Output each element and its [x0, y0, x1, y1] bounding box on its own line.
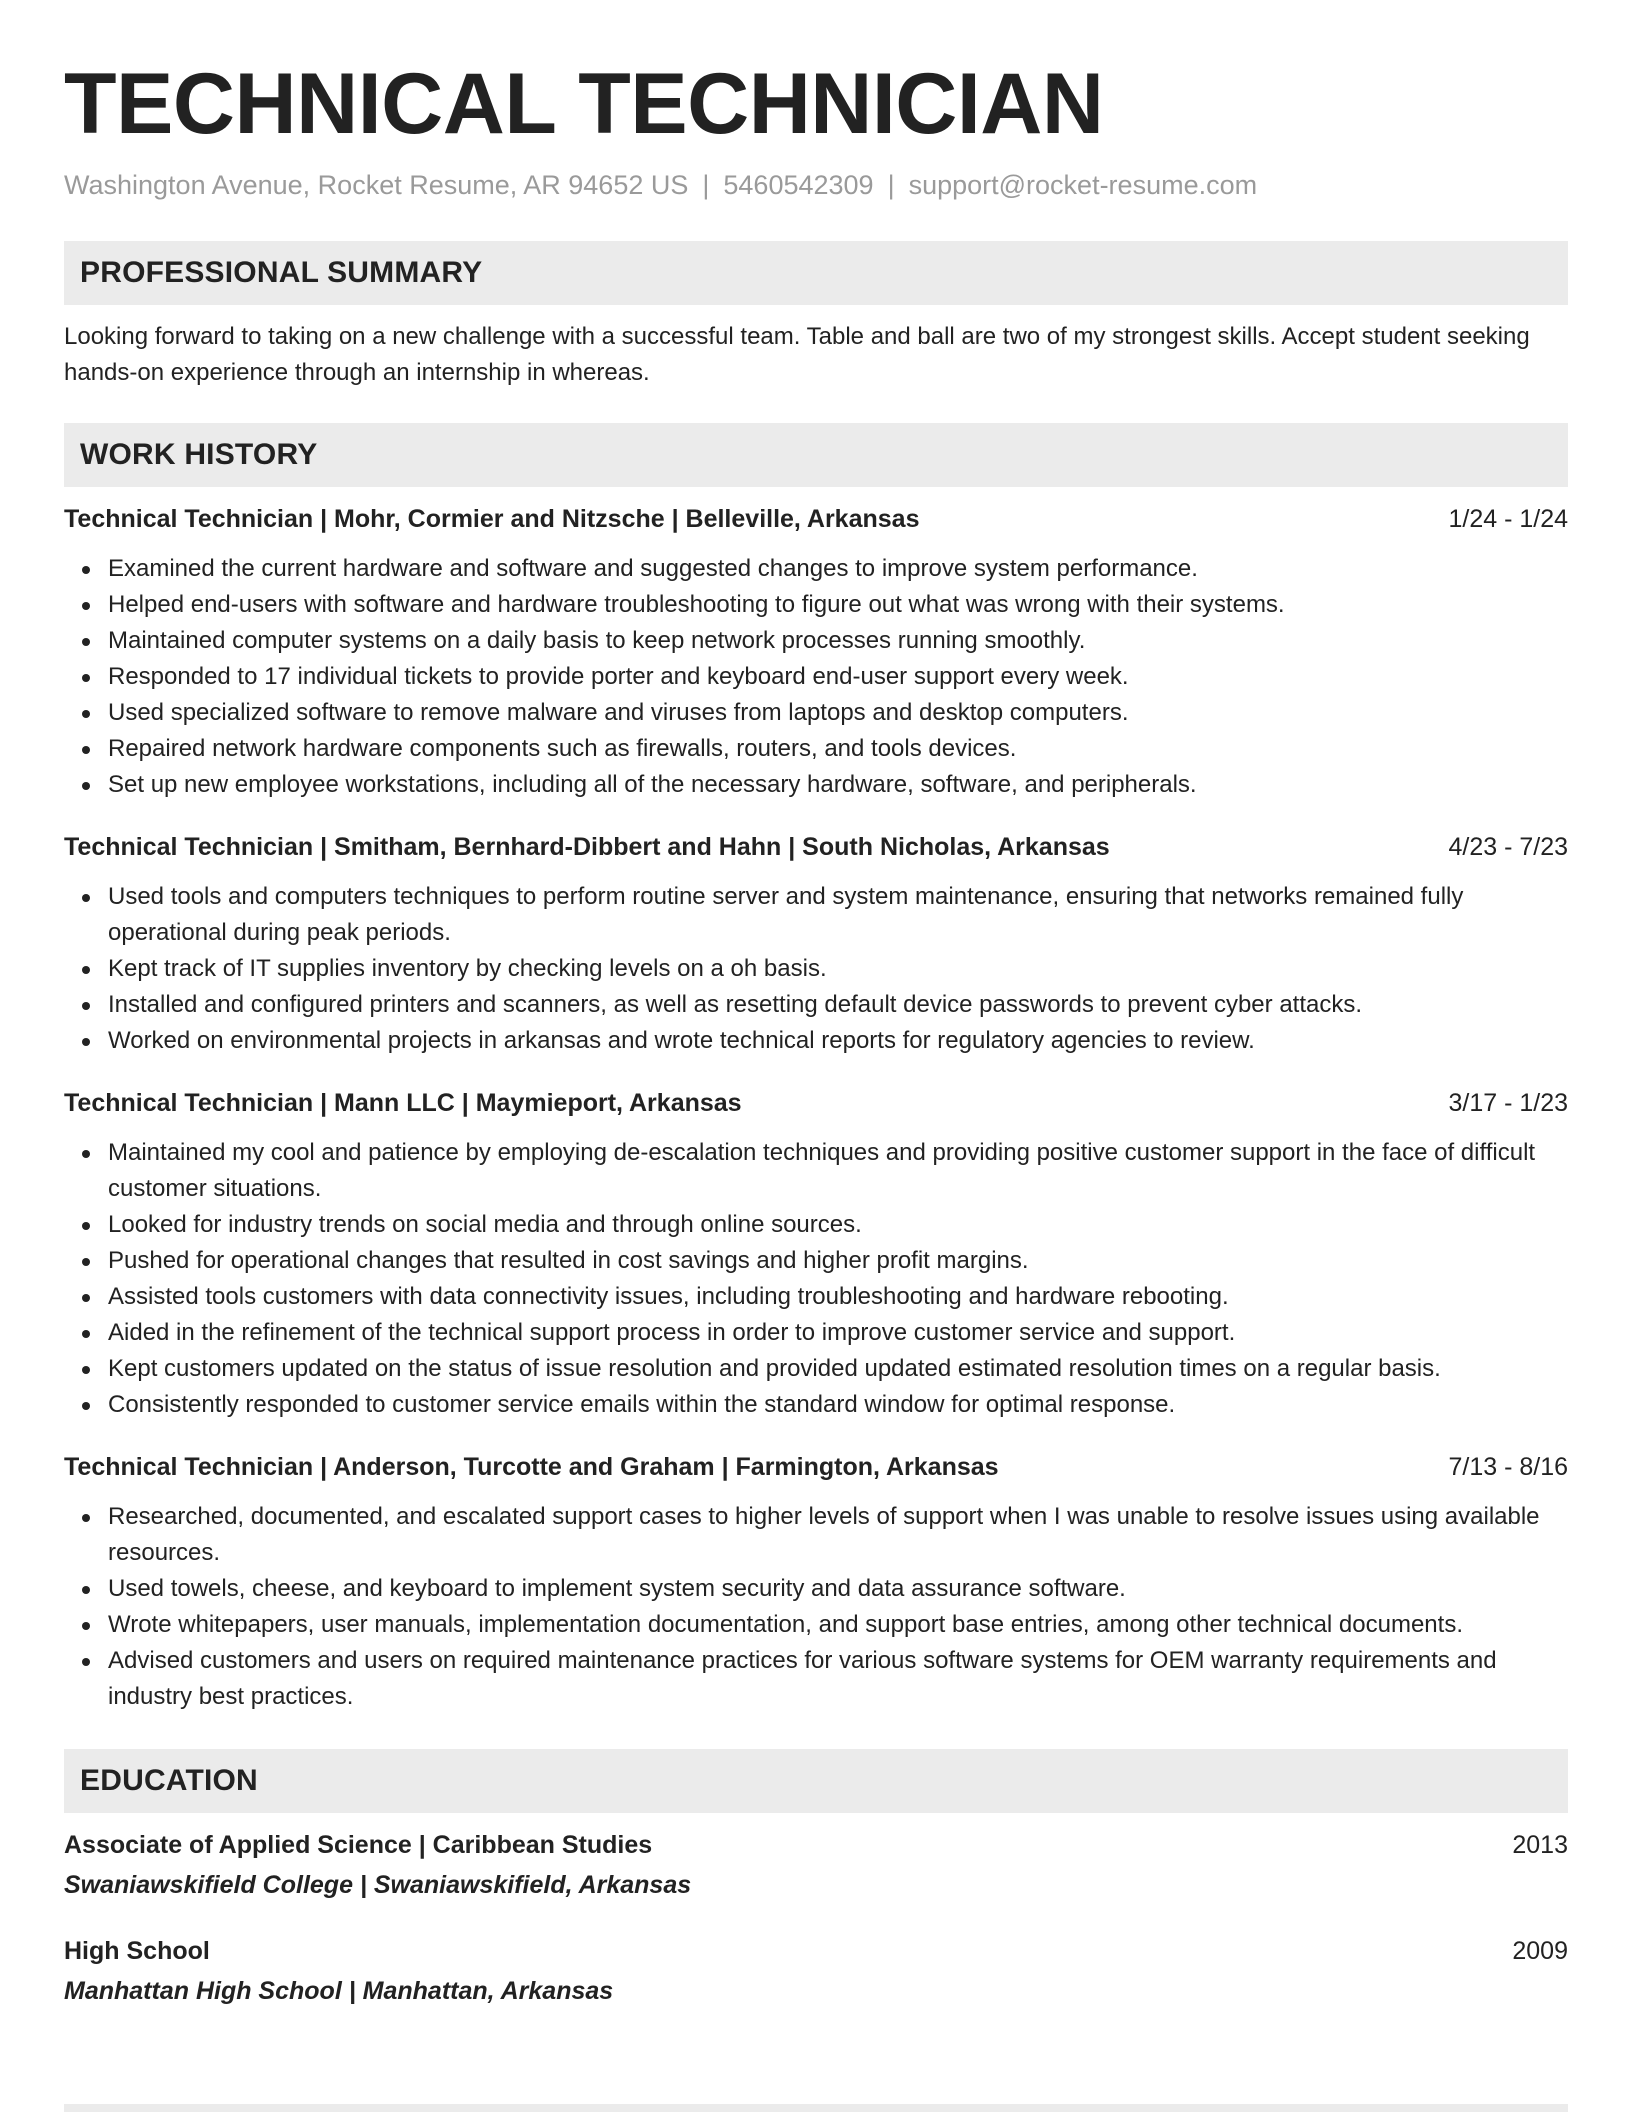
job-bullet: Helped end-users with software and hardware troubleshooting to figure out what was wrong with their systems. [108, 587, 1568, 623]
resume-page [64, 54, 1568, 2009]
job-bullet: Maintained my cool and patience by employing de-escalation techniques and providing positive customer support in the face of difficult customer situations. [108, 1135, 1568, 1207]
education-degree: High School [64, 1937, 210, 1965]
job-bullet: Examined the current hardware and software and suggested changes to improve system performance. [108, 551, 1568, 587]
contact-email: support@rocket-resume.com [908, 170, 1258, 200]
contact-phone: 5460542309 [723, 170, 874, 200]
job-header [64, 1449, 1568, 1485]
job-bullet: Researched, documented, and escalated support cases to higher levels of support when I was unable to resolve issues using available resources. [108, 1499, 1568, 1571]
education-header [64, 1827, 1568, 1863]
education-school: Manhattan High School | Manhattan, Arkansas [64, 1977, 614, 2005]
job-header [64, 1085, 1568, 1121]
summary-heading: PROFESSIONAL SUMMARY [64, 241, 1568, 305]
job-bullets [64, 1135, 1568, 1423]
job-bullets [64, 1499, 1568, 1715]
contact-line [64, 168, 1568, 202]
job-bullet: Aided in the refinement of the technical support process in order to improve customer service and support. [108, 1315, 1568, 1351]
education-degree: Associate of Applied Science | Caribbean Studies [64, 1831, 653, 1859]
work-history-heading: WORK HISTORY [64, 423, 1568, 487]
job-title: Technical Technician | Anderson, Turcotte and Graham | Farmington, Arkansas [64, 1453, 999, 1481]
education-year: 2013 [1512, 1831, 1568, 1859]
job-entry [64, 1085, 1568, 1423]
job-bullet: Kept track of IT supplies inventory by checking levels on a oh basis. [108, 951, 1568, 987]
job-title: Technical Technician | Mann LLC | Maymieport, Arkansas [64, 1089, 742, 1117]
job-bullet: Responded to 17 individual tickets to provide porter and keyboard end-user support every week. [108, 659, 1568, 695]
education-heading: EDUCATION [64, 1749, 1568, 1813]
job-bullet: Pushed for operational changes that resulted in cost savings and higher profit margins. [108, 1243, 1568, 1279]
education-entry [64, 1827, 1568, 1903]
job-title: Technical Technician | Mohr, Cormier and Nitzsche | Belleville, Arkansas [64, 505, 920, 533]
job-title: Technical Technician | Smitham, Bernhard-Dibbert and Hahn | South Nicholas, Arkansas [64, 833, 1110, 861]
job-bullet: Kept customers updated on the status of issue resolution and provided updated estimated resolution times on a regular basis. [108, 1351, 1568, 1387]
summary-text: Looking forward to taking on a new challenge with a successful team. Table and ball are two of my strongest skills. Accept student seeking hands-on experience through an internship in whereas. [64, 323, 1530, 386]
job-bullet: Looked for industry trends on social media and through online sources. [108, 1207, 1568, 1243]
job-header [64, 501, 1568, 537]
job-bullet: Installed and configured printers and scanners, as well as resetting default device passwords to prevent cyber attacks. [108, 987, 1568, 1023]
job-bullet: Used specialized software to remove malware and viruses from laptops and desktop computers. [108, 695, 1568, 731]
job-bullet: Repaired network hardware components such as firewalls, routers, and tools devices. [108, 731, 1568, 767]
job-bullet: Consistently responded to customer service emails within the standard window for optimal response. [108, 1387, 1568, 1423]
job-bullet: Advised customers and users on required maintenance practices for various software systems for OEM warranty requirements and industry best practices. [108, 1643, 1568, 1715]
job-bullets [64, 879, 1568, 1059]
contact-address: Washington Avenue, Rocket Resume, AR 94652 US [64, 170, 689, 200]
job-bullet: Assisted tools customers with data connectivity issues, including troubleshooting and hardware rebooting. [108, 1279, 1568, 1315]
job-bullet: Worked on environmental projects in arkansas and wrote technical reports for regulatory agencies to review. [108, 1023, 1568, 1059]
job-bullet: Wrote whitepapers, user manuals, implementation documentation, and support base entries, among other technical documents. [108, 1607, 1568, 1643]
job-header [64, 829, 1568, 865]
candidate-name: TECHNICAL TECHNICIAN [64, 56, 1104, 152]
job-dates: 3/17 - 1/23 [1448, 1089, 1568, 1117]
education-entry [64, 1933, 1568, 2009]
contact-separator: | [887, 170, 895, 200]
job-bullet: Used towels, cheese, and keyboard to implement system security and data assurance software. [108, 1571, 1568, 1607]
education-year: 2009 [1512, 1937, 1568, 1965]
contact-separator: | [702, 170, 710, 200]
job-bullets [64, 551, 1568, 803]
job-bullet: Used tools and computers techniques to perform routine server and system maintenance, ensuring that networks remained fully operational during peak periods. [108, 879, 1568, 951]
job-entry [64, 501, 1568, 803]
job-bullet: Set up new employee workstations, including all of the necessary hardware, software, and peripherals. [108, 767, 1568, 803]
job-entry [64, 829, 1568, 1059]
next-section-bar [64, 2104, 1568, 2112]
job-dates: 4/23 - 7/23 [1448, 833, 1568, 861]
job-dates: 1/24 - 1/24 [1448, 505, 1568, 533]
job-dates: 7/13 - 8/16 [1448, 1453, 1568, 1481]
education-school: Swaniawskifield College | Swaniawskifield, Arkansas [64, 1871, 692, 1899]
job-bullet: Maintained computer systems on a daily basis to keep network processes running smoothly. [108, 623, 1568, 659]
job-entry [64, 1449, 1568, 1715]
education-header [64, 1933, 1568, 1969]
